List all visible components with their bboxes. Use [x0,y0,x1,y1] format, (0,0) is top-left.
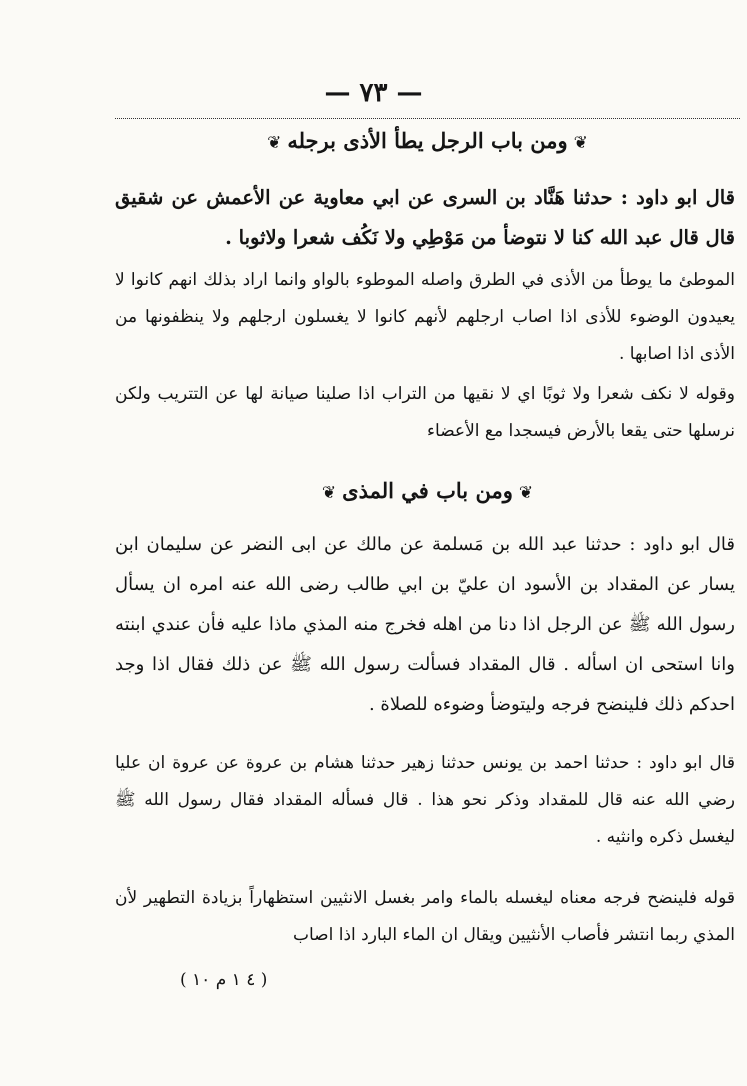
ornament-icon: ❦ [267,133,282,153]
section-heading-2 [115,478,740,503]
paragraph-commentary-3: قوله فلينضح فرجه معناه ليغسله بالماء وامر بغسل الانثيين استظهاراً بزيادة التطهير لأن المذي ربما انتشر فأصاب الأنثيين ويقال ان الماء البارد اذا اصاب [115,888,735,945]
paragraph-commentary-1: الموطئ ما يوطأ من الأذى في الطرق واصله الموطوء بالواو وانما اراد بذلك انهم كانوا لا يعيدون الوضوء للأذى اذا اصاب ارجلهم لأنهم كانوا لا يغسلون ارجلهم ولا ينظفونها من الأذى اذا اصابها . [115,270,735,364]
header-rule [115,118,740,119]
section-heading-1 [115,128,740,153]
section-heading-1-text: ومن باب الرجل يطأ الأذى برجله [287,128,568,153]
paragraph-hadith-2: قال ابو داود : حدثنا عبد الله بن مَسلمة عن مالك عن ابى النضر عن سليمان ابن يسار عن المقداد بن الأسود ان عليّ بن ابي طالب رضى الله عنه امره ان يسأل رسول الله ﷺ عن الرجل اذا دنا من اهله فخرج منه المذي ماذا عليه فأن عندي ابنته وانا استحى ان اسأله . قال المقداد فسألت رسول الله ﷺ عن ذلك فقال اذا وجد احدكم ذلك فلينضح فرجه وليتوضأ وضوءه للصلاة . [115,534,735,715]
ornament-icon: ❦ [518,483,534,503]
ornament-icon: ❦ [321,483,337,503]
paragraph-commentary-2: وقوله لا نكف شعرا ولا ثوبًا اي لا نقيها من التراب اذا صلينا صيانة لها عن التتريب ولكن نرسلها حتى يقعا بالأرض فيسجدا مع الأعضاء [115,384,735,441]
paragraph-hadith-3: قال ابو داود : حدثنا احمد بن يونس حدثنا زهير حدثنا هشام بن عروة عن عروة ان عليا رضي الله عنه قال للمقداد وذكر نحو هذا . قال فسأله المقداد فقال رسول الله ﷺ ليغسل ذكره وانثيه . [115,753,735,847]
page-number: — ٧٣ — [324,78,423,108]
footer-signature: ( ٤ ١ م ١٠ ) [180,970,268,990]
paragraph-hadith-1: قال ابو داود : حدثنا هَنَّاد بن السرى عن ابي معاوية عن الأعمش عن شقيق قال قال عبد الله كنا لا نتوضأ من مَوْطِي ولا نَكُف شعرا ولاثوبا . [115,186,735,249]
section-heading-2-text: ومن باب في المذى [342,478,513,503]
ornament-icon: ❦ [573,133,588,153]
